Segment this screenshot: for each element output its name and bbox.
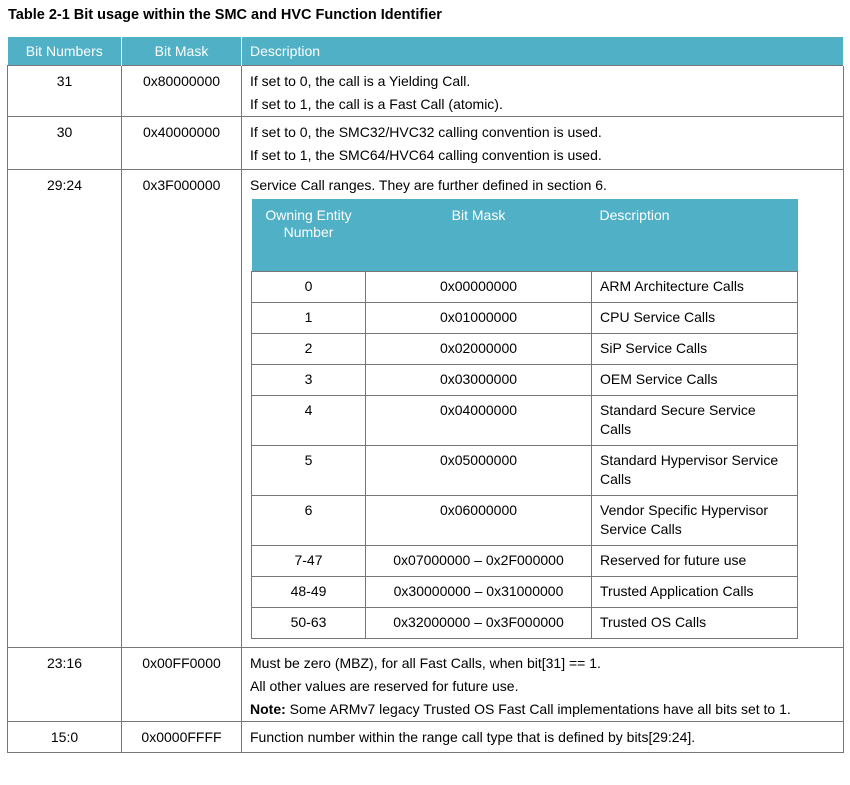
- entity-mask-cell: 0x07000000 – 0x2F000000: [366, 545, 592, 576]
- entity-number-cell: 4: [252, 395, 366, 445]
- entity-mask-cell: 0x05000000: [366, 445, 592, 495]
- entity-number-cell: 6: [252, 495, 366, 545]
- subtable-row: [252, 607, 798, 638]
- entity-number-cell: 50-63: [252, 607, 366, 638]
- entity-mask-cell: 0x03000000: [366, 364, 592, 395]
- description-cell: [242, 117, 844, 170]
- entity-description-cell: Vendor Specific Hypervisor Service Calls: [592, 495, 798, 545]
- table-row: [8, 170, 844, 648]
- entity-number-cell: 0: [252, 271, 366, 302]
- entity-description-cell: Trusted Application Calls: [592, 576, 798, 607]
- table-row: [8, 721, 844, 752]
- entity-mask-cell: 0x00000000: [366, 271, 592, 302]
- entity-mask-cell: 0x02000000: [366, 333, 592, 364]
- note-text: Some ARMv7 legacy Trusted OS Fast Call implementations have all bits set to 1.: [285, 700, 791, 717]
- subtable-row: [252, 495, 798, 545]
- bit-numbers-cell: 15:0: [8, 721, 122, 752]
- bit-mask-cell: 0x00FF0000: [122, 647, 242, 721]
- subtable-row: [252, 445, 798, 495]
- table-header-row: [8, 37, 844, 66]
- entity-mask-cell: 0x32000000 – 0x3F000000: [366, 607, 592, 638]
- bit-numbers-cell: 30: [8, 117, 122, 170]
- bit-mask-cell: 0x40000000: [122, 117, 242, 170]
- subheader-bit-mask: Bit Mask: [366, 199, 592, 271]
- bit-numbers-cell: 23:16: [8, 647, 122, 721]
- table-row: [8, 117, 844, 170]
- bit-mask-cell: 0x0000FFFF: [122, 721, 242, 752]
- entity-description-cell: Standard Hypervisor Service Calls: [592, 445, 798, 495]
- entity-description-cell: OEM Service Calls: [592, 364, 798, 395]
- description-line: If set to 0, the call is a Yielding Call.: [250, 73, 471, 89]
- header-bit-numbers: Bit Numbers: [8, 37, 122, 66]
- note-line: [250, 700, 835, 719]
- description-line: Service Call ranges. They are further defined in section 6.: [250, 177, 607, 193]
- entity-description-cell: Reserved for future use: [592, 545, 798, 576]
- entity-number-cell: 2: [252, 333, 366, 364]
- bit-mask-cell: 0x80000000: [122, 66, 242, 117]
- subtable-row: [252, 271, 798, 302]
- description-line: If set to 1, the call is a Fast Call (atomic).: [250, 96, 503, 112]
- description-line: Function number within the range call type that is defined by bits[29:24].: [250, 728, 696, 745]
- entity-description-cell: Trusted OS Calls: [592, 607, 798, 638]
- description-line: All other values are reserved for future use.: [250, 677, 519, 694]
- note-label: Note:: [250, 700, 286, 717]
- subtable-row: [252, 333, 798, 364]
- entity-mask-cell: 0x30000000 – 0x31000000: [366, 576, 592, 607]
- table-row: [8, 66, 844, 117]
- description-cell: [242, 721, 844, 752]
- header-bit-mask: Bit Mask: [122, 37, 242, 66]
- subheader-description: Description: [592, 199, 798, 271]
- bit-numbers-cell: 31: [8, 66, 122, 117]
- subtable-header-row: [252, 199, 798, 271]
- table-caption: Table 2-1 Bit usage within the SMC and HVC Function Identifier: [8, 7, 442, 23]
- subtable-row: [252, 364, 798, 395]
- entity-description-cell: SiP Service Calls: [592, 333, 798, 364]
- description-line: If set to 1, the SMC64/HVC64 calling convention is used.: [250, 147, 602, 163]
- bit-numbers-cell: 29:24: [8, 170, 122, 648]
- owning-entity-subtable: [251, 199, 798, 639]
- entity-number-cell: 3: [252, 364, 366, 395]
- entity-mask-cell: 0x06000000: [366, 495, 592, 545]
- description-line: Must be zero (MBZ), for all Fast Calls, when bit[31] == 1.: [250, 654, 601, 671]
- entity-description-cell: Standard Secure Service Calls: [592, 395, 798, 445]
- bit-usage-table: [7, 37, 844, 753]
- description-cell: [242, 647, 844, 721]
- description-cell: [242, 66, 844, 117]
- entity-description-cell: ARM Architecture Calls: [592, 271, 798, 302]
- entity-description-cell: CPU Service Calls: [592, 302, 798, 333]
- entity-number-cell: 1: [252, 302, 366, 333]
- subtable-row: [252, 576, 798, 607]
- subtable-row: [252, 395, 798, 445]
- entity-mask-cell: 0x01000000: [366, 302, 592, 333]
- description-cell: [242, 170, 844, 648]
- subtable-row: [252, 545, 798, 576]
- entity-mask-cell: 0x04000000: [366, 395, 592, 445]
- entity-number-cell: 7-47: [252, 545, 366, 576]
- entity-number-cell: 5: [252, 445, 366, 495]
- bit-mask-cell: 0x3F000000: [122, 170, 242, 648]
- subheader-owning-entity: Owning Entity Number: [252, 199, 366, 271]
- entity-number-cell: 48-49: [252, 576, 366, 607]
- subtable-row: [252, 302, 798, 333]
- table-row: [8, 647, 844, 721]
- header-description: Description: [242, 37, 844, 66]
- description-line: If set to 0, the SMC32/HVC32 calling convention is used.: [250, 124, 602, 140]
